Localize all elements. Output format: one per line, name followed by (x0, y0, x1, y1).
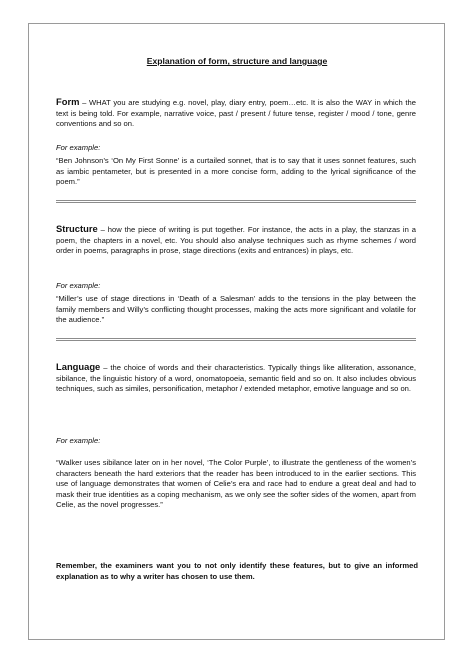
page-title: Explanation of form, structure and language (146, 56, 328, 66)
language-example-label: For example: (56, 436, 101, 445)
language-definition-text: – the choice of words and their characteristics. Typically things like alliteration, assonance, sibilance, the linguistic history of a word, onomatopoeia, semantic field and so on. It also includes obvious techniques, such as similes, personification, metaphor / extended metaphor, emotive language and so on. (56, 363, 416, 394)
remember-note: Remember, the examiners want you to not only identify these features, but to give an informed explanation as to why a writer has chosen to use them. (56, 561, 418, 581)
structure-definition (56, 224, 416, 257)
structure-term: Structure (56, 223, 98, 234)
structure-definition-text: – how the piece of writing is put together. For instance, the acts in a play, the stanzas in a poem, the chapters in a novel, etc. You should also analyse techniques such as rhyme schemes / word order in poems, paragraphs in prose, stage directions (exits and entrances) in plays, etc. (56, 225, 416, 256)
language-example: “Walker uses sibilance later on in her novel, ‘The Color Purple’, to illustrate the gentleness of the women’s characters beneath the hard exteriors that the reader has been introduced to in the earlier sections. This use of language demonstrates that women of Celie’s era and race had to endure a great deal and had to mask their true identities as a coping mechanism, as we only see the softer sides of the women, apart from Celie, as the novel progresses.” (56, 458, 416, 510)
language-term: Language (56, 361, 101, 372)
divider-form (56, 200, 416, 203)
form-term: Form (56, 96, 80, 107)
language-definition (56, 362, 416, 395)
form-example: “Ben Johnson’s ‘On My First Sonne’ is a curtailed sonnet, that is to say that it uses sonnet features, such as iambic pentameter, but is presented in a more concise form, adding to the lyrical significance of the poem.” (56, 156, 416, 187)
form-definition-text: – WHAT you are studying e.g. novel, play, diary entry, poem…etc. It is also the WAY in which the text is being told. For example, narrative voice, past / present / future tense, register / mood / tone, genre conventions and so on. (56, 98, 416, 129)
form-definition (56, 97, 416, 130)
structure-example-label: For example: (56, 281, 101, 290)
structure-example: “Miller’s use of stage directions in ‘Death of a Salesman’ adds to the tensions in the play between the family members and Willy’s conflicting thought processes, making the acts more significant and volatile for the audience.” (56, 294, 416, 325)
divider-structure (56, 338, 416, 341)
form-example-label: For example: (56, 143, 101, 152)
